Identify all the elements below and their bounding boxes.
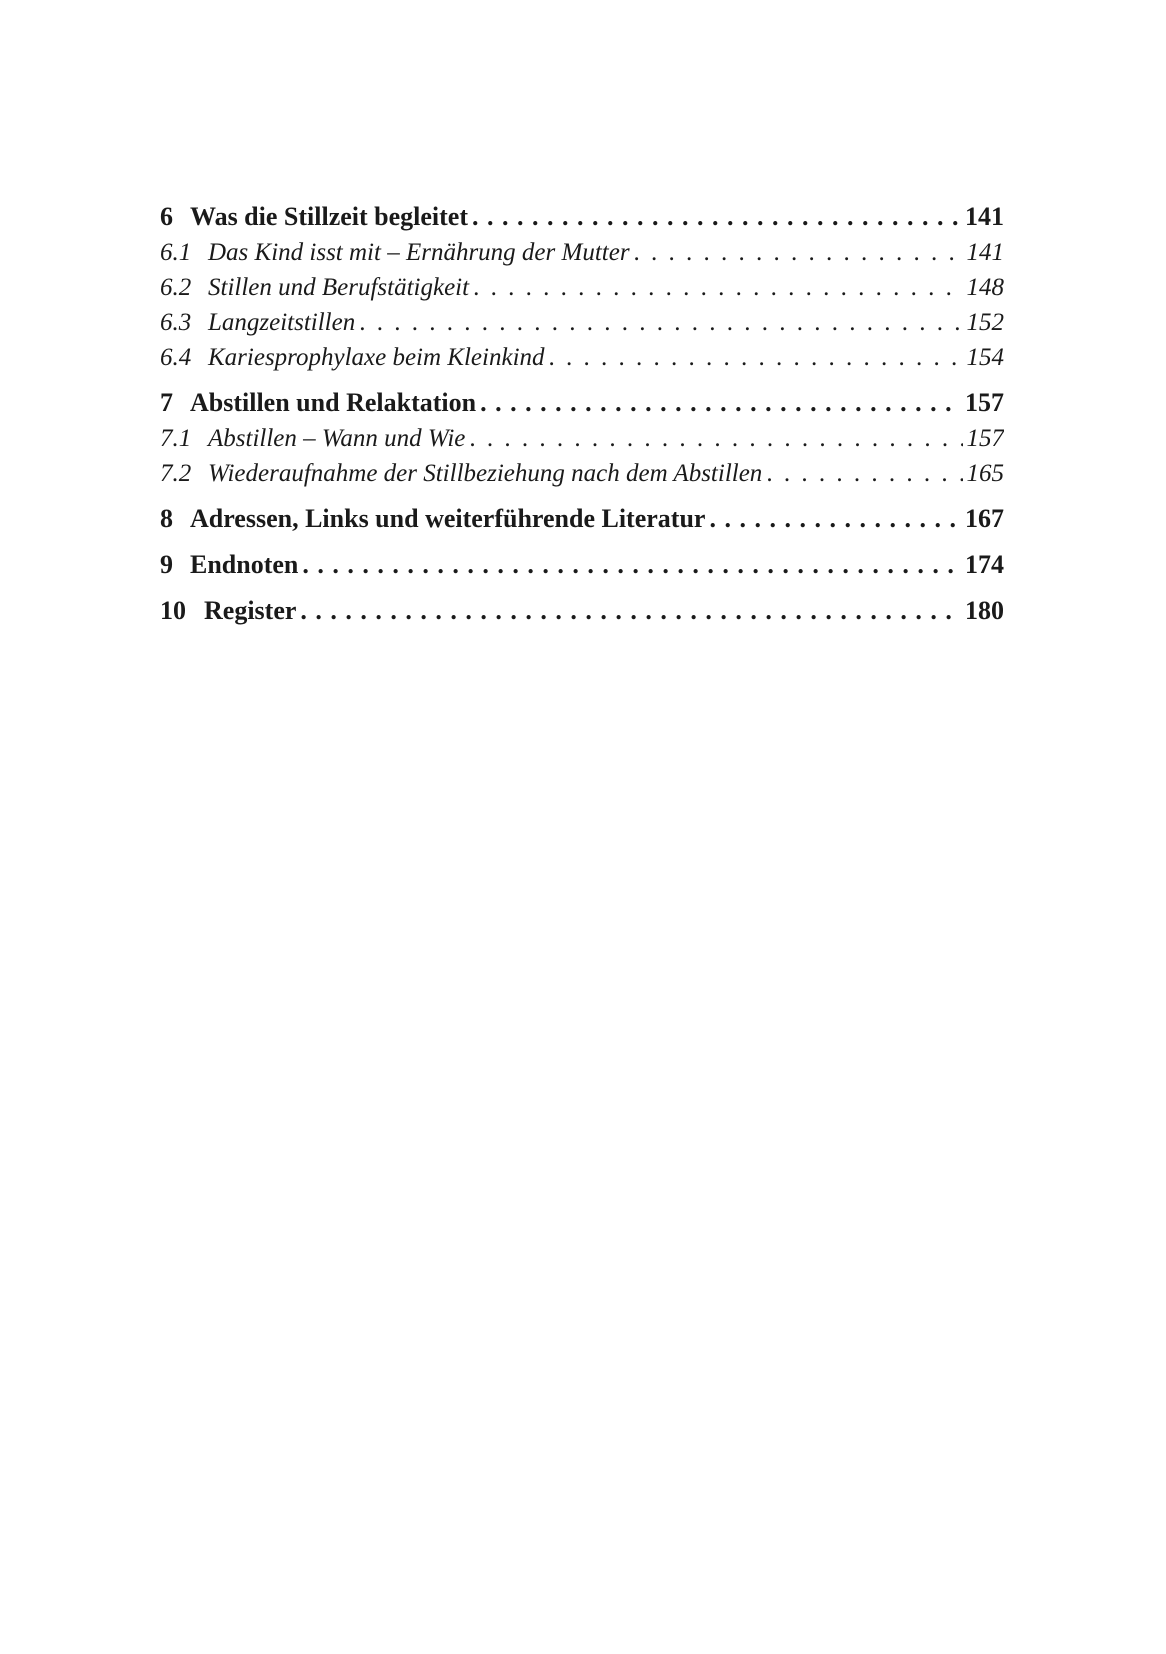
toc-subentry[interactable]: [160, 305, 1004, 340]
page-number: 157: [966, 425, 1004, 452]
page-number: 165: [966, 460, 1004, 487]
section-number: 6.2: [160, 274, 192, 301]
section-number: 6.1: [160, 239, 192, 266]
chapter-number: 9: [160, 550, 173, 579]
toc-subentry[interactable]: [160, 235, 1004, 270]
dot-leader: [480, 385, 961, 421]
section-title: Langzeitstillen: [208, 309, 356, 336]
toc-entry[interactable]: [160, 199, 1004, 235]
dot-leader: [359, 305, 962, 340]
chapter-title: Adressen, Links und weiterführende Literatur: [190, 504, 706, 533]
page-number: 174: [965, 550, 1004, 579]
section-number: 7.2: [160, 460, 192, 487]
toc-entry[interactable]: [160, 501, 1004, 537]
toc-entry[interactable]: [160, 385, 1004, 421]
dot-leader: [473, 270, 962, 305]
chapter-title: Register: [204, 596, 297, 625]
chapter-title: Was die Stillzeit begleitet: [190, 202, 469, 231]
toc-chapter-6: [160, 199, 1004, 375]
toc-entry[interactable]: [160, 593, 1004, 629]
dot-leader: [709, 501, 961, 537]
table-of-contents: [160, 199, 1004, 639]
dot-leader: [634, 235, 963, 270]
section-title: Stillen und Berufstätigkeit: [208, 274, 470, 301]
dot-leader: [549, 340, 963, 375]
toc-chapter-7: [160, 385, 1004, 491]
page-number: 152: [966, 309, 1004, 336]
toc-subentry[interactable]: [160, 270, 1004, 305]
dot-leader: [300, 593, 961, 629]
toc-entry[interactable]: [160, 547, 1004, 583]
dot-leader: [302, 547, 961, 583]
chapter-number: 6: [160, 202, 173, 231]
page-number: 148: [966, 274, 1004, 301]
section-number: 7.1: [160, 425, 192, 452]
section-number: 6.3: [160, 309, 192, 336]
page-number: 154: [966, 344, 1004, 371]
toc-chapter-8: [160, 501, 1004, 537]
dot-leader: [469, 421, 962, 456]
chapter-title: Endnoten: [190, 550, 299, 579]
toc-chapter-9: [160, 547, 1004, 583]
dot-leader: [766, 456, 962, 491]
dot-leader: [472, 199, 961, 235]
section-title: Wiederaufnahme der Stillbeziehung nach dem Abstillen: [208, 460, 763, 487]
chapter-number: 7: [160, 388, 173, 417]
toc-subentry[interactable]: [160, 456, 1004, 491]
page-number: 167: [965, 504, 1004, 533]
page-number: 157: [965, 388, 1004, 417]
section-title: Kariesprophylaxe beim Kleinkind: [208, 344, 545, 371]
chapter-title: Abstillen und Relaktation: [190, 388, 477, 417]
section-number: 6.4: [160, 344, 192, 371]
chapter-number: 8: [160, 504, 173, 533]
toc-subentry[interactable]: [160, 421, 1004, 456]
section-title: Das Kind isst mit – Ernährung der Mutter: [208, 239, 630, 266]
toc-subentry[interactable]: [160, 340, 1004, 375]
toc-chapter-10: [160, 593, 1004, 629]
page-number: 141: [966, 239, 1004, 266]
section-title: Abstillen – Wann und Wie: [208, 425, 466, 452]
page-number: 180: [965, 596, 1004, 625]
chapter-number: 10: [160, 596, 186, 625]
page-number: 141: [965, 202, 1004, 231]
